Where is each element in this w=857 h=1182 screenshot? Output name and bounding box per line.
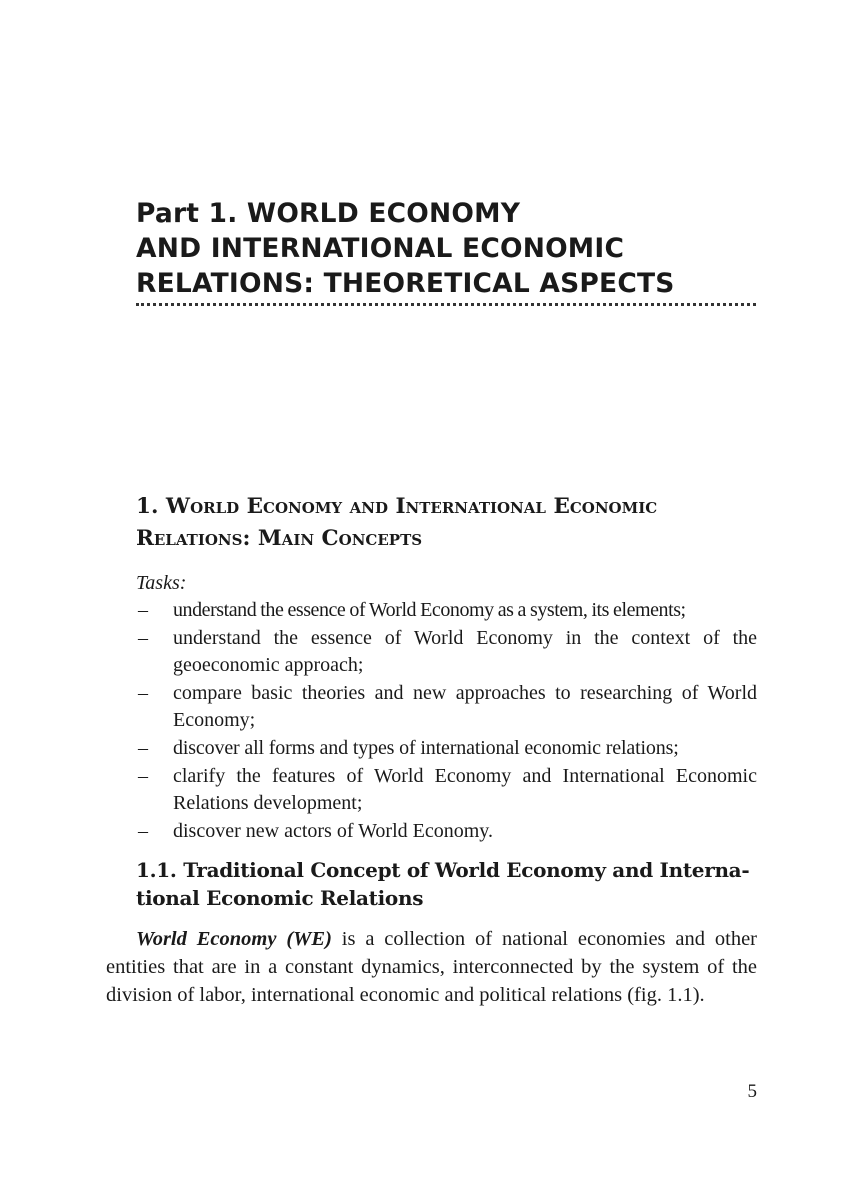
task-text: understand the essence of World Economy as a system, its elements; [173,599,686,621]
part-title-line: RELATIONS: THEORETICAL ASPECTS [136,268,675,299]
section-title-line: tional Economic Relations [136,886,424,910]
page-number: 5 [747,1081,757,1102]
paragraph-text: is a collection of national economies and other entities that are in a constant dynamics, interconnected by the system of the division of labor, international economic and political relations (fig. 1.1). [106,928,757,1006]
task-text: clarify the features of World Economy and International Economic Relations development; [173,764,757,815]
task-text: discover new actors of World Economy. [173,819,493,842]
list-item [138,818,757,846]
task-text: understand the essence of World Economy in the context of the geoeconomic approach; [173,626,757,677]
list-item [138,625,757,680]
list-item [138,735,757,763]
list-dash: – [138,599,148,621]
tasks-label: Tasks: [136,572,187,594]
section-title [136,856,756,912]
list-item [138,680,757,735]
defined-term: World Economy (WE) [136,928,332,950]
section-title-line: 1.1. Traditional Concept of World Economy and Interna- [136,858,750,882]
task-text: discover all forms and types of international economic relations; [173,736,679,759]
dotted-divider [136,303,756,306]
list-dash: – [138,819,148,842]
part-title-line: AND INTERNATIONAL ECONOMIC [136,233,625,264]
list-dash: – [138,626,148,649]
part-title-line: Part 1. WORLD ECONOMY [136,198,521,229]
task-text: compare basic theories and new approaches to researching of World Economy; [173,681,757,732]
list-dash: – [138,736,148,759]
list-item [138,763,757,818]
list-dash: – [138,764,148,787]
chapter-title [136,491,776,555]
chapter-title-line: 1. World Economy and International Economic [136,494,658,519]
part-title [136,196,776,301]
body-paragraph [106,925,757,1009]
list-dash: – [138,681,148,704]
task-list [0,597,857,845]
chapter-title-line: Relations: Main Concepts [136,526,423,551]
list-item [138,597,757,625]
